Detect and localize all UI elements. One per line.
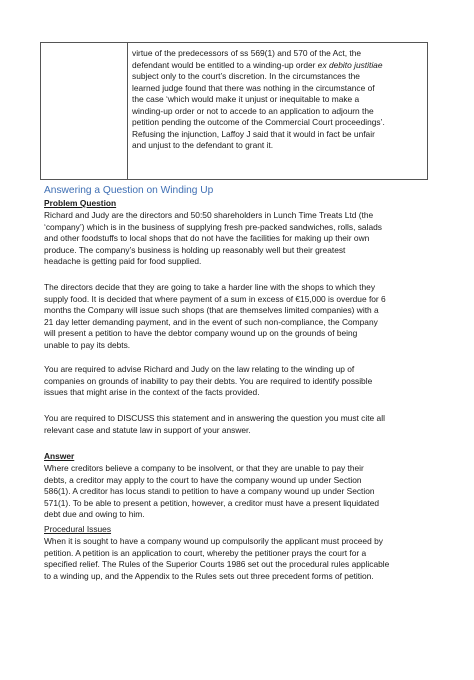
problem-question-title: Problem Question bbox=[44, 198, 117, 208]
table-line: learned judge found that there was nothing in the circumstance of bbox=[132, 82, 375, 93]
case-table bbox=[40, 42, 428, 180]
table-line: winding-up order or not to accede to an application to adjourn the bbox=[132, 105, 374, 116]
table-column-divider bbox=[127, 43, 128, 179]
table-line: defendant would be entitled to a winding-up order ex debito justitiae bbox=[132, 59, 383, 70]
table-line: Refusing the injunction, Laffoy J said that it would in fact be unfair bbox=[132, 128, 375, 139]
problem-paragraph-3: You are required to advise Richard and Judy on the law relating to the winding up of companies on grounds of inability to pay their debts. You are required to identify possible issues that might arise in the context of the facts provided. bbox=[44, 364, 373, 397]
table-line: the case ‘which would make it unjust or inequitable to make a bbox=[132, 94, 360, 104]
procedural-issues-title: Procedural Issues bbox=[44, 524, 112, 534]
table-line: and unjust to the defendant to grant it. bbox=[132, 140, 274, 150]
latin-phrase: ex debito justitiae bbox=[317, 59, 383, 70]
section-heading: Answering a Question on Winding Up bbox=[44, 185, 214, 196]
problem-paragraph-4: You are required to DISCUSS this statement and in answering the question you must cite all relevant case and statute law in support of your answer. bbox=[44, 413, 385, 435]
table-line: petition pending the outcome of the Commercial Court proceedings’. bbox=[132, 117, 385, 127]
answer-title: Answer bbox=[44, 451, 75, 461]
table-line: virtue of the predecessors of ss 569(1) and 570 of the Act, the bbox=[132, 48, 362, 58]
problem-paragraph-1: Richard and Judy are the directors and 50:50 shareholders in Lunch Time Treats Ltd (the ‘company’) which is in the business of supplying fresh pre-packed sandwiches, rolls, salads and other foodstuffs to local shops that do not have the facilities for making up their own produce. The company’s business is holding up reasonably well but their greatest headache is getting paid for food supplied. bbox=[44, 210, 382, 266]
table-line: subject only to the court’s discretion. In the circumstances the bbox=[132, 71, 360, 81]
table-cell-text bbox=[132, 48, 424, 152]
answer-title-block bbox=[44, 451, 430, 463]
problem-paragraph-2: The directors decide that they are going to take a harder line with the shops to which they supply food. It is decided that where payment of a sum in excess of €15,000 is overdue for 6 months the Company will issue such shops (that are themselves limited companies) with a 21 day letter demanding payment, and in the event of such non-compliance, the Company will present a petition to have the debtor company wound up on the grounds of being unable to pay its debts. bbox=[44, 282, 386, 350]
procedural-issues-title-block bbox=[44, 524, 430, 536]
problem-question-title-block bbox=[44, 198, 430, 210]
answer-paragraph-2: When it is sought to have a company wound up compulsorily the applicant must proceed by petition. A petition is an application to court, whereby the petitioner prays the court for a specified relief. The Rules of the Superior Courts 1986 set out the procedural rules applicable to a winding up, and the Appendix to the Rules sets out three precedent forms of petition. bbox=[44, 536, 390, 581]
answer-paragraph-1: Where creditors believe a company to be insolvent, or that they are unable to pay their debts, a creditor may apply to the court to have the company wound up under Section 586(1). A creditor has locus standi to petition to have a company wound up under Section 571(1). To be able to present a petition, however, a creditor must have a present liquidated debt due and owing to him. bbox=[44, 463, 380, 519]
